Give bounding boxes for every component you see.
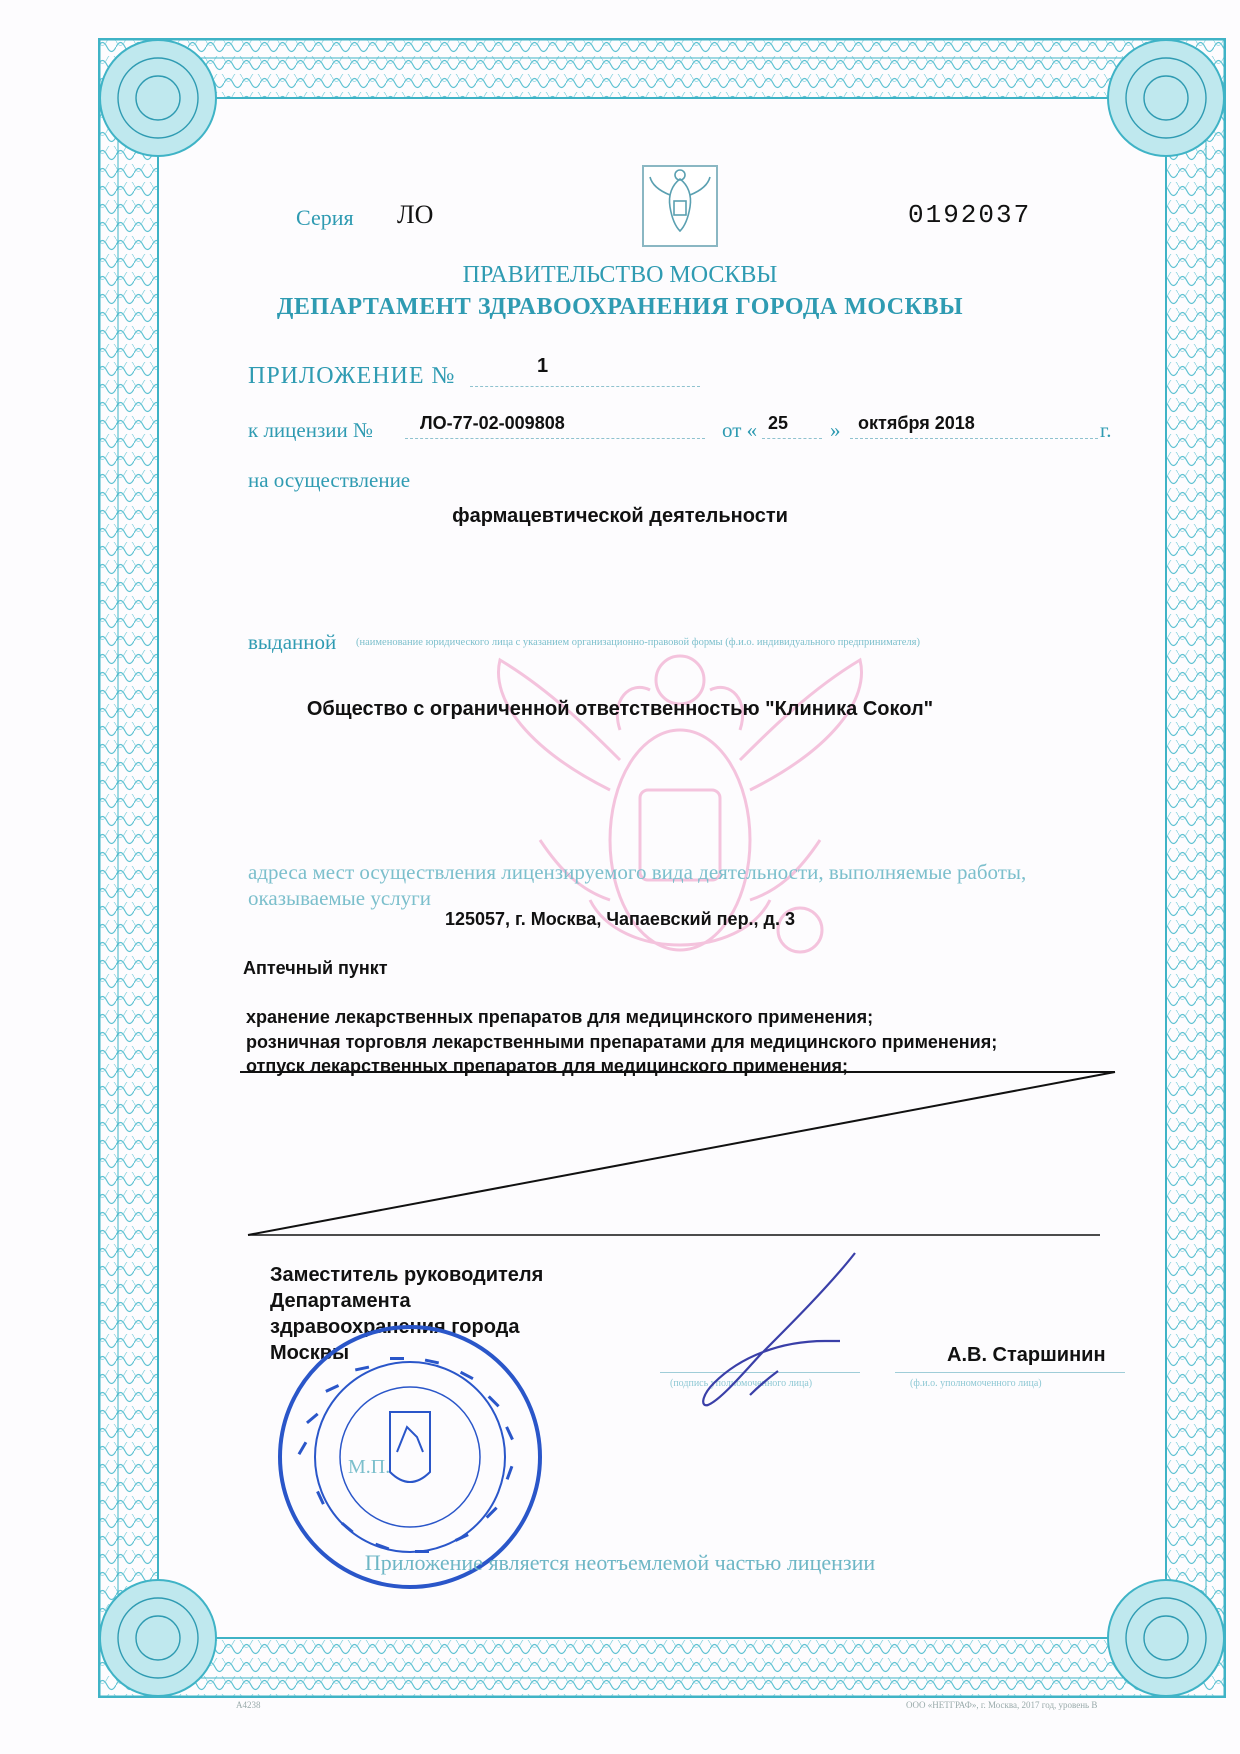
signatory-name: А.В. Старшинин xyxy=(947,1344,1106,1366)
name-line xyxy=(895,1372,1125,1373)
license-quote-close: » xyxy=(830,418,841,442)
service-item: хранение лекарственных препаратов для медицинского применения; xyxy=(246,1007,874,1027)
service-item: отпуск лекарственных препаратов для медицинского применения; xyxy=(246,1056,849,1076)
license-form-number: 0192037 xyxy=(908,200,1032,230)
mp-label: М.П. xyxy=(348,1456,391,1478)
license-label: к лицензии № xyxy=(248,418,374,442)
activity-label: на осуществление xyxy=(248,468,411,492)
license-from-label: от « xyxy=(722,418,758,442)
printer-imprint: ООО «НЕТГРАФ», г. Москва, 2017 год, уровень В xyxy=(906,1700,1098,1710)
license-day: 25 xyxy=(768,413,789,433)
license-year-suffix: г. xyxy=(1100,418,1112,442)
service-item: розничная торговля лекарственными препаратами для медицинского применения; xyxy=(246,1032,998,1052)
signature-hint: (подпись уполномоченного лица) xyxy=(670,1378,813,1389)
license-number-line xyxy=(405,438,705,439)
series-label: Серия xyxy=(296,205,354,230)
name-hint: (ф.и.о. уполномоченного лица) xyxy=(910,1378,1042,1389)
organization-name: Общество с ограниченной ответственностью "Клиника Сокол" xyxy=(306,698,934,720)
activity-value: фармацевтической деятельности xyxy=(452,505,788,527)
appendix-label: ПРИЛОЖЕНИЕ № xyxy=(248,363,456,389)
addresses-label-line2: оказываемые услуги xyxy=(248,886,432,910)
license-month-year: октября 2018 xyxy=(858,413,975,433)
series-value: ЛО xyxy=(397,200,434,229)
footer-note: Приложение является неотъемлемой частью лицензии xyxy=(364,1550,876,1575)
license-number: ЛО-77-02-009808 xyxy=(420,413,565,433)
issued-hint: (наименование юридического лица с указанием организационно-правовой формы (ф.и.о. индивидуального предпринимателя) xyxy=(356,637,920,648)
appendix-number: 1 xyxy=(537,355,549,377)
pharmacy-point: Аптечный пункт xyxy=(243,958,388,978)
addresses-label-line1: адреса мест осуществления лицензируемого вида деятельности, выполняемые работы, xyxy=(248,860,1027,884)
issued-label: выданной xyxy=(248,630,337,654)
signatory-position-line: Москвы xyxy=(270,1342,350,1364)
license-month-line xyxy=(850,438,1098,439)
blank-space-strikeout xyxy=(240,1070,1120,1240)
signatory-position-line: здравоохранения города xyxy=(270,1316,520,1338)
activity-address: 125057, г. Москва, Чапаевский пер., д. 3 xyxy=(444,909,795,929)
appendix-number-line xyxy=(470,386,700,387)
signatory-position-line: Заместитель руководителя xyxy=(270,1264,544,1286)
handwritten-signature xyxy=(650,1245,910,1425)
form-code: А4238 xyxy=(236,1700,261,1710)
license-day-line xyxy=(762,438,822,439)
government-title: ПРАВИТЕЛЬСТВО МОСКВЫ xyxy=(462,262,778,288)
department-title: ДЕПАРТАМЕНТ ЗДРАВООХРАНЕНИЯ ГОРОДА МОСКВЫ xyxy=(276,294,964,320)
coat-of-arms-icon xyxy=(642,165,718,247)
signatory-position-line: Департамента xyxy=(270,1290,411,1312)
